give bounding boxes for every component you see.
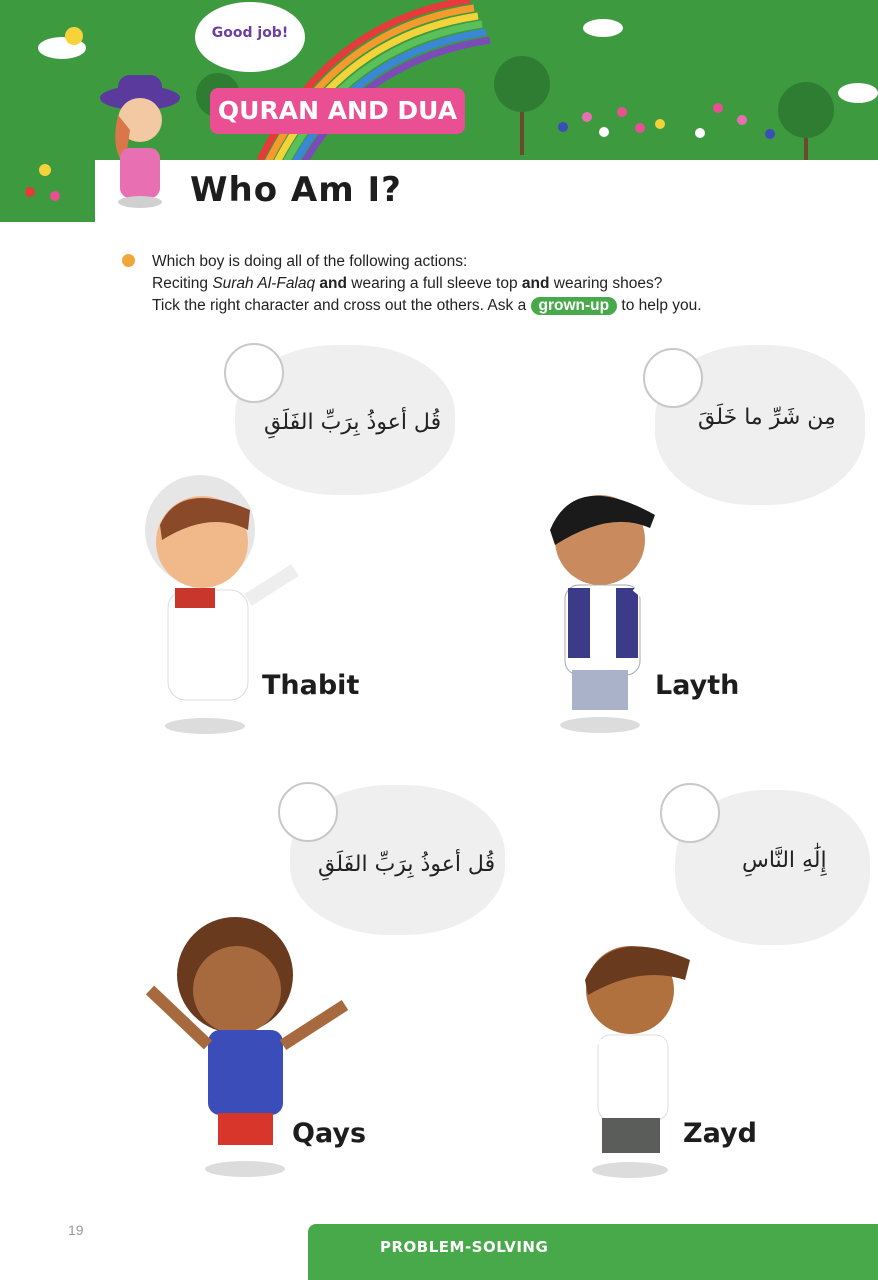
tick-circle-qays[interactable] xyxy=(278,782,338,842)
arabic-verse-thabit: قُل أعوذُ بِرَبِّ الفَلَقِ xyxy=(264,410,442,435)
tick-circle-thabit[interactable] xyxy=(224,343,284,403)
tick-circle-zayd[interactable] xyxy=(660,783,720,843)
character-name-qays: Qays xyxy=(292,1118,367,1149)
emphasis-and: and xyxy=(521,275,550,292)
character-name-thabit: Thabit xyxy=(262,670,360,701)
section-badge: QURAN AND DUA xyxy=(210,88,465,134)
instruction-text: Reciting xyxy=(152,275,213,292)
character-name-layth: Layth xyxy=(655,670,740,701)
speech-bubble-text: Good job! xyxy=(211,25,289,41)
instruction-text: wearing a full sleeve top xyxy=(347,275,522,292)
instruction-line-3 xyxy=(152,297,702,315)
page-title: Who Am I? xyxy=(190,170,402,210)
bullet-dot xyxy=(122,254,135,267)
thabit-illustration xyxy=(120,470,320,745)
instruction-line-1: Which boy is doing all of the following actions: xyxy=(152,253,468,270)
arabic-verse-zayd: إِلَٰهِ النَّاسِ xyxy=(742,848,827,873)
instruction-line-2 xyxy=(152,275,662,293)
instruction-text: Tick the right character and cross out the others. Ask a xyxy=(152,297,531,314)
instruction-text: to help you. xyxy=(617,297,702,314)
instruction-text: wearing shoes? xyxy=(549,275,663,292)
character-name-zayd: Zayd xyxy=(683,1118,757,1149)
page-number: 19 xyxy=(68,1222,84,1238)
arabic-verse-layth: مِن شَرِّ ما خَلَقَ xyxy=(698,405,836,430)
mascot-girl-illustration xyxy=(90,70,190,215)
footer-label: PROBLEM-SOLVING xyxy=(380,1238,549,1256)
arabic-verse-qays: قُل أعوذُ بِرَبِّ الفَلَقِ xyxy=(318,852,496,877)
surah-name: Surah Al-Falaq xyxy=(212,275,316,292)
grown-up-badge: grown-up xyxy=(531,297,618,315)
tick-circle-layth[interactable] xyxy=(643,348,703,408)
emphasis-and: and xyxy=(315,275,347,292)
